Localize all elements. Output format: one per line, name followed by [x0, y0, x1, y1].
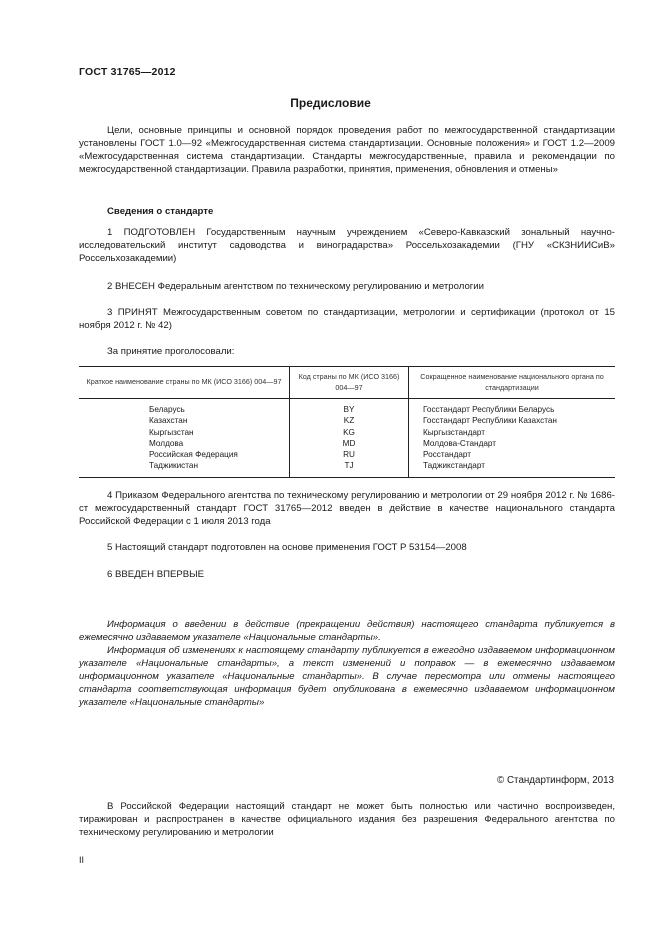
page-title: Предисловие [290, 96, 371, 110]
vote-table [79, 366, 615, 478]
col-code-header: Код страны по МК (ИСО 3166) 004—97 [290, 367, 409, 399]
intro-paragraph [79, 125, 615, 177]
info-paragraph-2 [79, 645, 615, 710]
vote-table-header [79, 367, 615, 399]
item-1 [79, 227, 615, 266]
item-1-text: 1 ПОДГОТОВЛЕН Государственным научным учреждением «Северо-Кавказский зональный научно-исследовательский институт садоводства и виноградарства» Россельхозакадемии (ГНУ «СКЗНИИСиВ» Россельхозакадемии) [79, 227, 615, 264]
table-row [79, 449, 615, 460]
item-4 [79, 490, 615, 529]
body-cell: Госстандарт Республики Беларусь [409, 399, 616, 416]
notice-text: В Российской Федерации настоящий стандарт не может быть полностью или частично воспроизведен, тиражирован и распространен в качестве официального издания без разрешения Федерального агентства по техническому регулированию и метрологии [79, 801, 615, 838]
code-cell: MD [290, 438, 409, 449]
info-paragraph-1 [79, 619, 615, 645]
country-cell: Казахстан [149, 416, 188, 426]
code-cell: KZ [290, 415, 409, 426]
code-cell: BY [290, 399, 409, 416]
col-country-header: Краткое наименование страны по МК (ИСО 3166) 004—97 [79, 367, 290, 399]
body-cell: Росстандарт [409, 449, 616, 460]
intro-text: Цели, основные принципы и основной порядок проведения работ по межгосударственной стандартизации установлены ГОСТ 1.0—92 «Межгосударственная система стандартизации. Основные положения» и ГОСТ 1.2—2009 «Межгосударственная система стандартизации. Стандарты межгосударственные, правила и рекомендации по межгосударственной стандартизации. Правила разработки, принятия, применения, обновления и отмены» [79, 125, 615, 175]
table-row [79, 460, 615, 477]
country-cell: Кыргызстан [149, 427, 194, 437]
item-2: 2 ВНЕСЕН Федеральным агентством по техническому регулированию и метрологии [107, 281, 485, 292]
copyright: © Стандартинформ, 2013 [497, 775, 614, 786]
code-cell: TJ [290, 460, 409, 477]
table-row [79, 427, 615, 438]
page-number: II [79, 855, 85, 865]
code-cell: RU [290, 449, 409, 460]
body-cell: Госстандарт Республики Казахстан [409, 415, 616, 426]
body-cell: Таджикстандарт [409, 460, 616, 477]
item-3-text: 3 ПРИНЯТ Межгосударственным советом по стандартизации, метрологии и сертификации (протокол от 15 ноября 2012 г. № 42) [79, 307, 615, 331]
body-cell: Кыргызстандарт [409, 427, 616, 438]
table-row [79, 438, 615, 449]
reproduction-notice [79, 801, 615, 840]
country-cell: Беларусь [149, 405, 185, 414]
info-text-1: Информация о введении в действие (прекращении действия) настоящего стандарта публикуется в ежемесячно издаваемом указателе «Национальные стандарты». [79, 619, 615, 643]
document-code: ГОСТ 31765—2012 [79, 66, 176, 78]
country-cell: Молдова [149, 438, 184, 448]
item-4-text: 4 Приказом Федерального агентства по техническому регулированию и метрологии от 29 ноября 2012 г. № 1686-ст межгосударственный стандарт ГОСТ 31765—2012 введен в действие в качестве национального стандарта Российской Федерации с 1 июля 2013 года [79, 490, 615, 527]
country-cell: Таджикистан [149, 461, 198, 471]
item-6: 6 ВВЕДЕН ВПЕРВЫЕ [107, 569, 205, 580]
item-3 [79, 307, 615, 333]
country-cell: Российская Федерация [149, 450, 238, 460]
table-row [79, 415, 615, 426]
table-row [79, 399, 615, 416]
about-heading: Сведения о стандарте [107, 206, 214, 217]
item-5: 5 Настоящий стандарт подготовлен на основе применения ГОСТ Р 53154—2008 [107, 542, 467, 553]
body-cell: Молдова-Стандарт [409, 438, 616, 449]
code-cell: KG [290, 427, 409, 438]
info-text-2: Информация об изменениях к настоящему стандарту публикуется в ежегодно издаваемом информационном указателе «Национальные стандарты», а текст изменений и поправок — в ежемесячно издаваемом информационном указателе «Национальные стандарты». В случае пересмотра или отмены настоящего стандарта соответствующая информация будет опубликована в ежемесячно издаваемом информационном указателе «Национальные стандарты» [79, 645, 615, 708]
vote-caption: За принятие проголосовали: [107, 346, 235, 357]
col-body-header: Сокращенное наименование национального органа по стандартизации [409, 367, 616, 399]
